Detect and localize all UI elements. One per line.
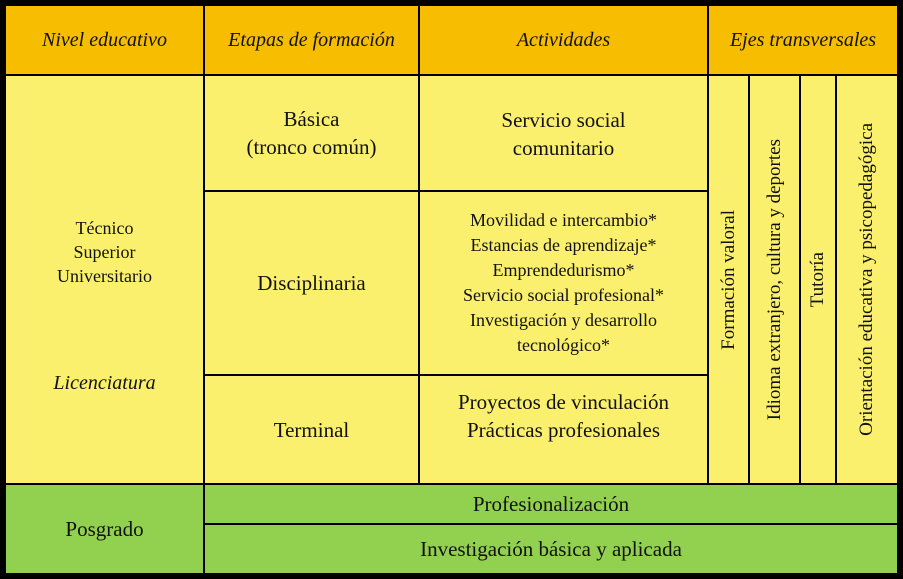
header-etapas-de-formacion: Etapas de formación <box>205 6 418 74</box>
actividades-basica-cell <box>420 76 707 190</box>
etapa-disciplinaria-cell: Disciplinaria <box>205 192 418 374</box>
actividades-basica-line-2: comunitario <box>512 136 615 160</box>
licenciatura-label: Licenciatura <box>53 372 156 394</box>
tsu-line-2: Superior <box>73 242 136 262</box>
tsu-line-1: Técnico <box>75 218 134 238</box>
actividades-basica-line-1: Servicio social <box>501 108 626 132</box>
actividades-terminal-line-1: Proyectos de vinculación <box>457 390 670 414</box>
eje-formacion-valoral-cell <box>709 76 748 483</box>
actividad-item: Estancias de aprendizaje* <box>470 235 657 255</box>
posgrado-investigacion-cell: Investigación básica y aplicada <box>205 525 897 573</box>
tsu-line-3: Universitario <box>57 266 152 286</box>
eje-tutoria: Tutoría <box>807 251 828 308</box>
actividades-terminal-cell <box>420 376 707 483</box>
eje-orientacion-educativa: Orientación educativa y psicopedagógica <box>856 123 877 436</box>
tsu-label <box>57 216 152 288</box>
actividades-terminal-line-2: Prácticas profesionales <box>466 418 660 442</box>
nivel-educativo-pregrado-cell <box>6 76 203 483</box>
nivel-posgrado-cell: Posgrado <box>6 485 203 573</box>
etapa-basica-line-1: Básica <box>283 107 340 131</box>
actividad-item: Emprendedurismo* <box>492 260 635 280</box>
posgrado-profesionalizacion-cell: Profesionalización <box>205 485 897 523</box>
eje-formacion-valoral: Formación valoral <box>717 209 739 350</box>
etapa-basica-line-2: (tronco común) <box>246 135 377 159</box>
actividad-item: Investigación y desarrollo <box>470 310 657 330</box>
actividad-item: tecnológico* <box>517 335 610 355</box>
actividad-item: Movilidad e intercambio* <box>470 210 657 230</box>
header-nivel-educativo: Nivel educativo <box>6 6 203 74</box>
eje-idioma-cultura-deportes: Idioma extranjero, cultura y deportes <box>763 138 785 421</box>
etapa-terminal-cell: Terminal <box>205 376 418 483</box>
actividades-disciplinaria-list <box>463 208 664 358</box>
etapa-basica-cell <box>205 76 418 190</box>
header-actividades: Actividades <box>420 6 707 74</box>
header-ejes-transversales: Ejes transversales <box>709 6 897 74</box>
eje-orientacion-cell <box>837 76 897 483</box>
eje-tutoria-cell <box>801 76 835 483</box>
actividad-item: Servicio social profesional* <box>463 285 664 305</box>
actividades-disciplinaria-cell <box>420 192 707 374</box>
eje-idioma-cell <box>750 76 799 483</box>
